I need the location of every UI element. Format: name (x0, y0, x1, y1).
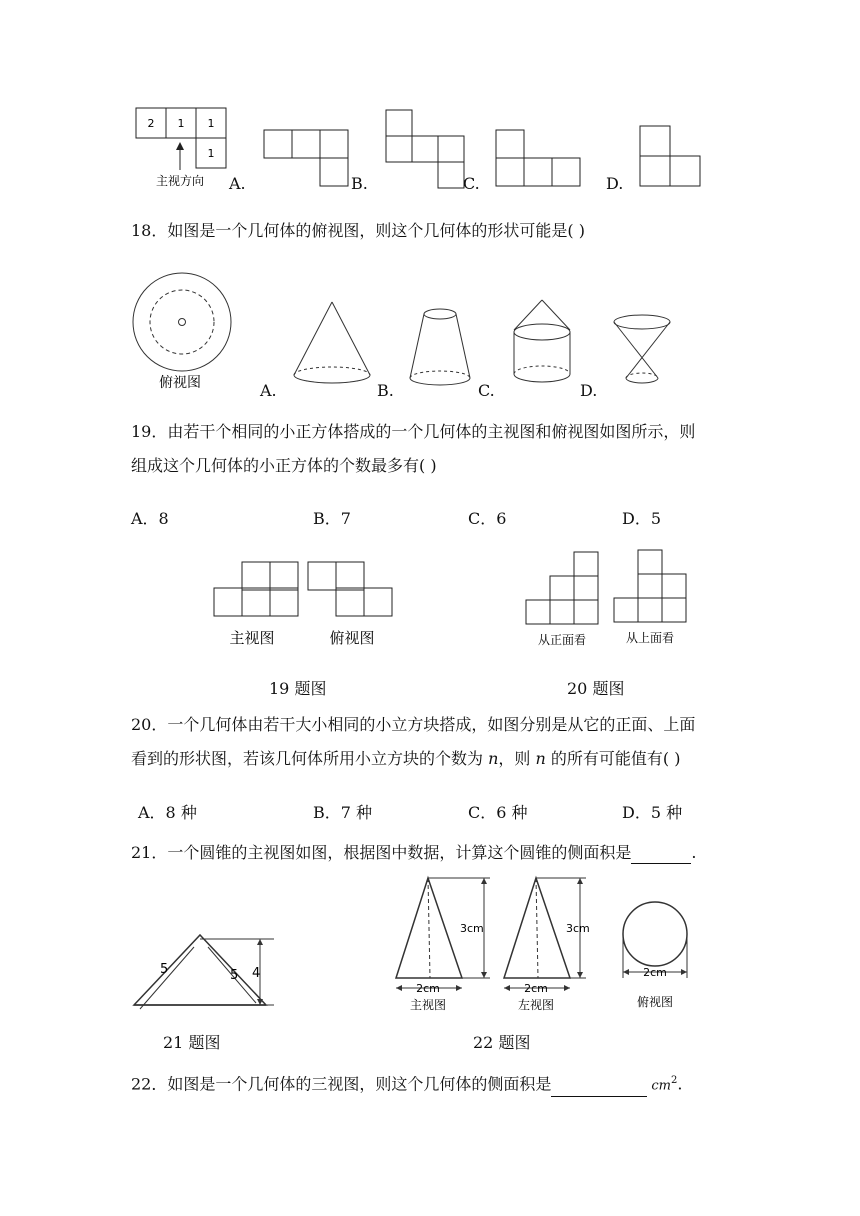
front-view-label: 从正面看 (537, 633, 587, 647)
height-label: 4 (252, 966, 261, 981)
top-view-label: 俯视图 (329, 629, 375, 647)
q17-option-d2-figure (638, 124, 718, 204)
q18-text: 18．如图是一个几何体的俯视图，则这个几何体的形状可能是( ) (131, 221, 585, 240)
q18-option-d-double-cone (610, 312, 680, 392)
front-view-label: 主视图 (229, 629, 275, 647)
top-view-label: 从上面看 (625, 631, 675, 645)
q22-text (131, 1070, 682, 1097)
var-n: n (535, 749, 546, 768)
q18-option-b-frustum (406, 304, 486, 394)
left-view-label: 左视图 (517, 998, 555, 1012)
q22-question: 22．如图是一个几何体的三视图，则这个几何体的侧面积是 (131, 1074, 552, 1094)
q20-option-c: C．6 种 (468, 803, 528, 822)
q20-top-view-figure (610, 548, 700, 653)
grid-cell: 1 (207, 117, 215, 130)
q19-front-view-figure (210, 560, 310, 650)
front-view-label: 主视图 (409, 998, 447, 1012)
option-label: B. (351, 174, 368, 193)
width-label: 2cm (643, 966, 667, 979)
unit-label: cm (651, 1078, 671, 1094)
q20-text-line2 (131, 748, 680, 770)
side-length-label: 5 (230, 968, 239, 983)
grid-cell: 2 (147, 117, 155, 130)
q19-option-b: B．7 (313, 509, 351, 528)
q22-top-view (618, 870, 698, 1015)
q19-option-a: A．8 (131, 509, 169, 528)
option-label: D. (580, 381, 598, 400)
option-label: D. (606, 174, 624, 193)
width-label: 2cm (524, 982, 548, 995)
q18-option-a-cone (290, 300, 380, 390)
answer-blank[interactable] (631, 845, 691, 864)
top-view-label: 俯视图 (636, 995, 674, 1009)
caption-21: 21 题图 (163, 1033, 221, 1052)
height-label: 3cm (460, 922, 484, 935)
caption-19: 19 题图 (269, 679, 327, 698)
width-label: 2cm (416, 982, 440, 995)
q20-text-part: 看到的形状图，若该几何体所用小立方块的个数为 (131, 749, 489, 768)
q20-option-a: A．8 种 (138, 803, 197, 822)
grid-cell: 1 (177, 117, 185, 130)
grid-cell: 1 (207, 147, 215, 160)
q19-top-view-figure (304, 560, 404, 650)
caption-22: 22 题图 (473, 1033, 531, 1052)
q20-option-d: D．5 种 (622, 803, 683, 822)
caption-20: 20 题图 (567, 679, 625, 698)
q20-text-line1: 20．一个几何体由若干大小相同的小立方块搭成，如图分别是从它的正面、上面 (131, 715, 696, 734)
q18-top-view-figure (130, 272, 240, 391)
q18-option-c-cylinder-cone (508, 298, 588, 393)
top-view-label: 俯视图 (159, 375, 201, 391)
option-label: C. (478, 381, 495, 400)
q22-front-view (388, 870, 498, 1015)
var-n: n (488, 749, 499, 768)
q19-text-line1: 19．由若干个相同的小正方体搭成的一个几何体的主视图和俯视图如图所示，则 (131, 422, 696, 441)
q20-text-part: 的所有可能值有( ) (545, 749, 681, 768)
option-label: C. (463, 174, 480, 193)
option-label: A. (260, 381, 277, 400)
q21-question: 21．一个圆锥的主视图如图，根据图中数据，计算这个圆锥的侧面积是 (131, 843, 632, 862)
q22-left-view (496, 870, 606, 1015)
q21-cone-front-view (126, 925, 286, 1015)
unit-superscript: 2 (670, 1075, 678, 1086)
q20-option-b: B．7 种 (313, 803, 373, 822)
option-label: A. (229, 174, 246, 193)
q19-option-c: C．6 (468, 509, 507, 528)
q17-option-c-figure (382, 108, 472, 198)
side-length-label: 5 (160, 962, 169, 977)
q19-text-line2: 组成这个几何体的小正方体的个数最多有( ) (131, 456, 437, 475)
q21-text (131, 842, 696, 864)
q17-grid-figure (130, 100, 240, 190)
q19-option-d: D．5 (622, 509, 662, 528)
q20-front-view-figure (522, 548, 612, 653)
answer-blank[interactable] (551, 1078, 647, 1097)
option-label: B. (377, 381, 394, 400)
end-mark: . (691, 843, 697, 862)
view-direction-label: 主视方向 (155, 174, 205, 188)
end-mark: . (677, 1074, 683, 1094)
q17-option-d1-figure (494, 128, 594, 198)
q20-text-part: ，则 (498, 749, 536, 768)
q17-option-b-figure (260, 128, 360, 198)
height-label: 3cm (566, 922, 590, 935)
